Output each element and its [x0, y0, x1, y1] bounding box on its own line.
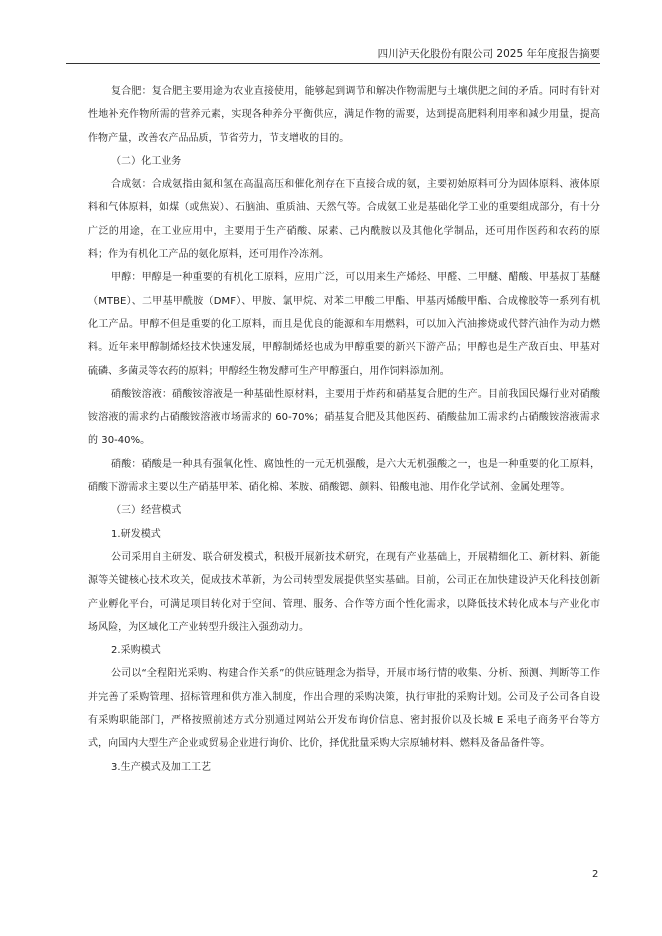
paragraph-methanol: 甲醇：甲醇是一种重要的有机化工原料，应用广泛，可以用来生产烯烃、甲醛、二甲醚、醋酸、甲基叔丁基醚（MTBE）、二甲基甲酰胺（DMF）、甲胺、氯甲烷、对苯二甲酸二甲酯、甲基丙烯酸甲酯、合成橡胶等一系列有机化工产品。甲醇不但是重要的化工原料，而且是优良的能源和车用燃料，可以加入汽油掺烧或代替汽油作为动力燃料。近年来甲醇制烯烃技术快速发展，甲醇制烯烃也成为甲醇重要的新兴下游产品；甲醇也是生产敌百虫、甲基对硫磷、多菌灵等农药的原料；甲醇经生物发酵可生产甲醇蛋白，用作饲料添加剂。 [88, 272, 600, 377]
paragraph-rd-model: 公司采用自主研发、联合研发模式，积极开展新技术研究，在现有产业基础上，开展精细化工、新材料、新能源等关键核心技术攻关，促成技术革新，为公司转型发展提供坚实基础。目前，公司正在加快建设泸天化科技创新产业孵化平台，可满足项目转化对于空间、管理、服务、合作等方面个性化需求，以降低技术转化成本与产业化市场风险，为区域化工产业转型升级注入强劲动力。 [88, 551, 600, 633]
subheading-procurement-model: 2.采购模式 [111, 645, 161, 657]
section-heading-business-model: （三）经营模式 [111, 505, 182, 517]
paragraph-procurement-model: 公司以“全程阳光采购、构建合作关系”的供应链理念为指导，开展市场行情的收集、分析、预测、判断等工作并完善了采购管理、招标管理和供方准入制度，作出合理的采购决策，执行审批的采购计划。公司及子公司各自设有采购职能部门，严格按照前述方式分别通过网站公开发布询价信息、密封报价以及长城 E 采电子商务平台等方式，向国内大型生产企业或贸易企业进行询价、比价，择优批量采购大宗原辅材料、燃料及备品备件等。 [88, 668, 600, 750]
header-divider [66, 63, 600, 64]
page-number: 2 [592, 869, 599, 880]
paragraph-ammonium-nitrate-solution: 硝酸铵溶液：硝酸铵溶液是一种基础性原材料，主要用于炸药和硝基复合肥的生产。目前我国民爆行业对硝酸铵溶液的需求约占硝酸铵溶液市场需求的 60-70%；硝基复合肥及其他医药、硝酸盐加工需求约占硝酸铵溶液需求的 30-40%。 [88, 388, 600, 447]
paragraph-synthetic-ammonia: 合成氨：合成氨指由氮和氢在高温高压和催化剂存在下直接合成的氨，主要初始原料可分为固体原料、液体原料和气体原料，如煤（或焦炭）、石脑油、重质油、天然气等。合成氨工业是基础化学工业的重要组成部分，有十分广泛的用途，在工业应用中，主要用于生产硝酸、尿素、己内酰胺以及其他化学制品，还可用作医药和农药的原料；作为有机化工产品的氨化原料，还可用作冷冻剂。 [88, 179, 600, 261]
section-heading-chemical-business: （二）化工业务 [111, 155, 182, 167]
document-body [88, 80, 600, 779]
page-header-title: 四川泸天化股份有限公司 2025 年年度报告摘要 [377, 48, 600, 60]
subheading-production-model: 3.生产模式及加工工艺 [111, 761, 212, 773]
subheading-rd-model: 1.研发模式 [111, 528, 161, 540]
paragraph-nitric-acid: 硝酸：硝酸是一种具有强氧化性、腐蚀性的一元无机强酸，是六大无机强酸之一，也是一种重要的化工原料，硝酸下游需求主要以生产硝基甲苯、硝化棉、苯胺、硝酸锶、颜料、铅酸电池、用作化学试剂、金属处理等。 [88, 458, 600, 494]
paragraph-compound-fertilizer: 复合肥：复合肥主要用途为农业直接使用，能够起到调节和解决作物需肥与土壤供肥之间的矛盾。同时有针对性地补充作物所需的营养元素，实现各种养分平衡供应，满足作物的需要，达到提高肥料利用率和减少用量，提高作物产量，改善农产品品质，节省劳力，节支增收的目的。 [88, 86, 600, 144]
